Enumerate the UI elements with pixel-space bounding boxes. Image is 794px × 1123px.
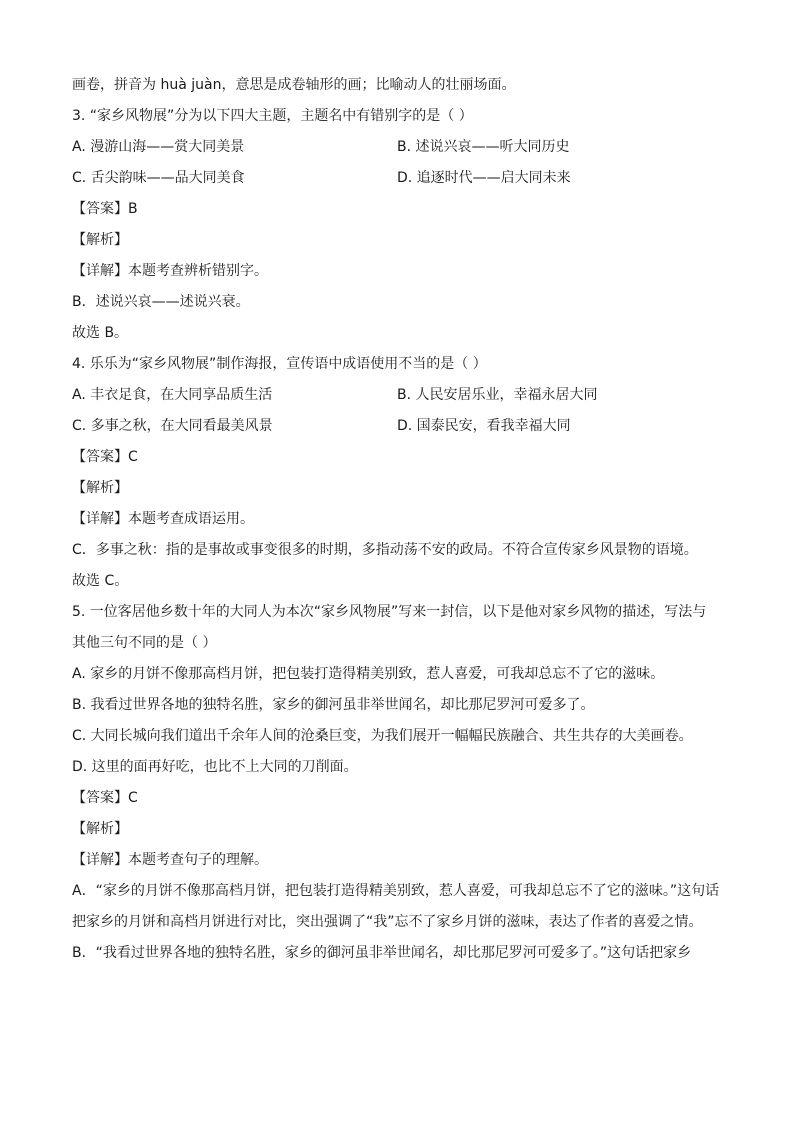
q3-options-row-1 — [72, 132, 722, 163]
q4-explain: C．多事之秋：指的是事故或事变很多的时期，多指动荡不安的政局。不符合宣传家乡风景物的语境。 — [72, 542, 698, 558]
q4-options-row-1 — [72, 380, 722, 411]
question-5-stem-1: 5. 一位客居他乡数十年的大同人为本次“家乡风物展”写来一封信，以下是他对家乡风物的描述，写法与 — [72, 604, 707, 620]
q5-option-c: C. 大同长城向我们道出千余年人间的沧桑巨变，为我们展开一幅幅民族融合、共生共存的大美画卷。 — [72, 728, 693, 744]
text-line: 画卷，拼音为 huà juàn，意思是成卷轴形的画；比喻动人的壮丽场面。 — [72, 77, 516, 93]
q4-detail: 【详解】本题考查成语运用。 — [72, 511, 254, 527]
question-5-stem-2: 其他三句不同的是（ ） — [72, 635, 217, 651]
question-4-stem: 4. 乐乐为“家乡风物展”制作海报，宣传语中成语使用不当的是（ ） — [72, 356, 487, 372]
q3-analysis: 【解析】 — [72, 232, 128, 248]
q5-option-d: D. 这里的面再好吃，也比不上大同的刀削面。 — [72, 759, 358, 775]
q3-detail: 【详解】本题考查辨析错别字。 — [72, 263, 268, 279]
question-3-stem: 3. “家乡风物展”分为以下四大主题，主题名中有错别字的是（ ） — [72, 108, 473, 124]
q3-options-row-2 — [72, 163, 722, 194]
q4-answer: 【答案】C — [72, 449, 138, 465]
q5-option-a: A. 家乡的月饼不像那高档月饼，把包装打造得精美别致，惹人喜爱，可我却总忘不了它的滋味。 — [72, 666, 665, 682]
q3-option-a: A. 漫游山海——赏大同美景 — [72, 139, 245, 155]
q4-option-a: A. 丰衣足食，在大同享品质生活 — [72, 387, 273, 403]
q4-choose: 故选 C。 — [72, 573, 129, 589]
q4-option-d: D. 国泰民安，看我幸福大同 — [397, 418, 571, 434]
q4-analysis: 【解析】 — [72, 480, 128, 496]
q4-options-row-2 — [72, 411, 722, 442]
q3-choose: 故选 B。 — [72, 325, 129, 341]
q5-detail: 【详解】本题考查句子的理解。 — [72, 852, 268, 868]
q5-a-explain: A．“家乡的月饼不像那高档月饼，把包装打造得精美别致，惹人喜爱，可我却总忘不了它的滋味。”这句话把家乡的月饼和高档月饼进行对比，突出强调了“我”忘不了家乡月饼的滋味，表达了作者的喜爱之情。 — [72, 883, 720, 930]
q4-option-c: C. 多事之秋，在大同看最美风景 — [72, 418, 273, 434]
q3-answer: 【答案】B — [72, 201, 138, 217]
q3-option-b: B. 述说兴哀——听大同历史 — [397, 139, 570, 155]
q5-analysis: 【解析】 — [72, 821, 128, 837]
q3-option-c: C. 舌尖韵味——品大同美食 — [72, 170, 245, 186]
q5-option-b: B. 我看过世界各地的独特名胜，家乡的御河虽非举世闻名，却比那尼罗河可爱多了。 — [72, 697, 595, 713]
q3-explain: B．述说兴哀——述说兴衰。 — [72, 294, 250, 310]
q5-b-explain: B．“我看过世界各地的独特名胜，家乡的御河虽非举世闻名，却比那尼罗河可爱多了。”这句话把家乡 — [72, 945, 692, 961]
q5-answer: 【答案】C — [72, 790, 138, 806]
q3-option-d: D. 追逐时代——启大同未来 — [397, 170, 571, 186]
q4-option-b: B. 人民安居乐业，幸福永居大同 — [397, 387, 598, 403]
